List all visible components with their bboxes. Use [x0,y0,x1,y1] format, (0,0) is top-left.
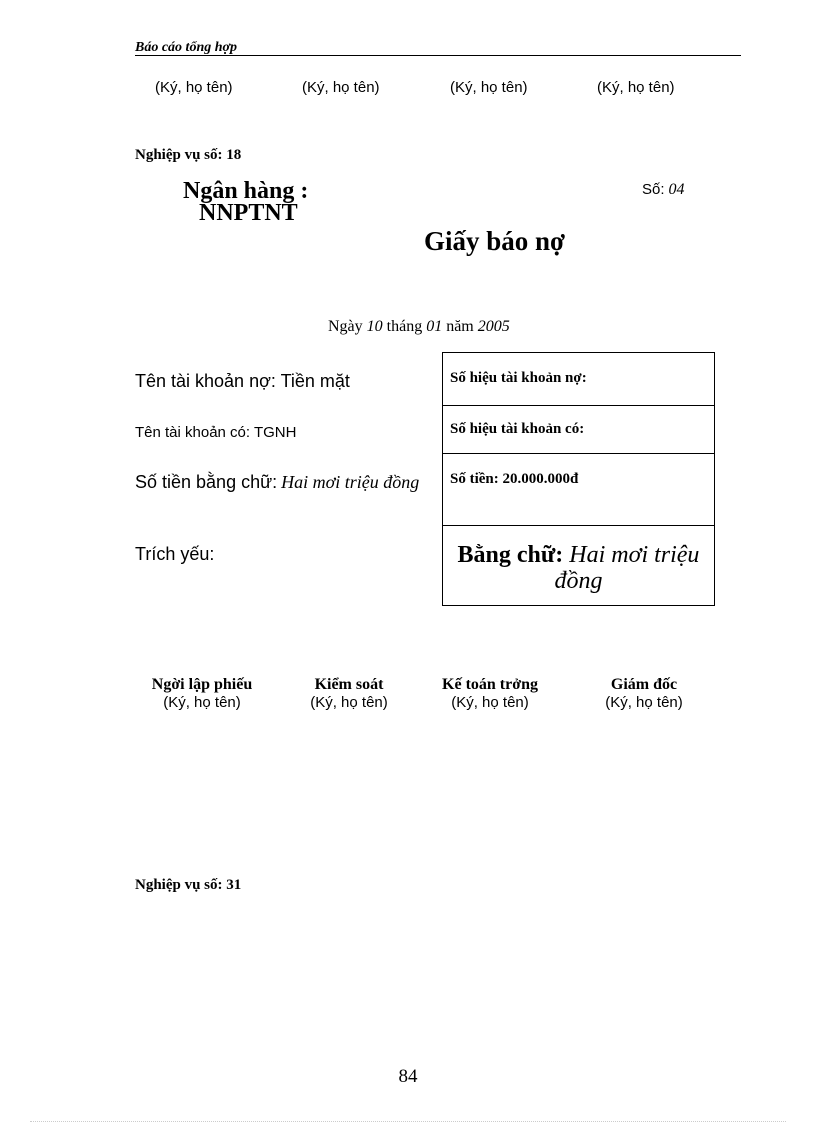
footer-divider [30,1121,786,1122]
transaction-18-label: Nghiệp vụ số: 18 [135,147,242,163]
credit-account-number-label: Số hiệu tài khoản có: [450,421,585,437]
table-row [443,406,714,454]
debit-account-name: Tên tài khoản nợ: Tiền mặt [135,371,350,391]
date-year: 2005 [477,318,510,335]
in-words-value: Hai mơi triệu đồng [554,542,700,594]
page-number: 84 [398,1066,418,1087]
signature-placeholder: (Ký, họ tên) [302,79,380,96]
amount-in-words-box [443,542,714,594]
document-number-label: Số: [642,181,665,198]
signature-title: Kiểm soát [314,676,384,693]
table-row [443,526,714,605]
signature-preparer [135,676,269,711]
date-month-label: tháng [386,318,423,335]
in-words-label: Bằng chữ: [457,542,564,568]
header-divider [135,55,741,56]
signature-placeholder: (Ký, họ tên) [155,79,233,96]
date-year-label: năm [446,318,474,335]
document-date [328,318,510,336]
document-title: Giấy báo nợ [424,226,565,256]
table-row [443,454,714,526]
signature-placeholder: (Ký, họ tên) [597,79,675,96]
amount-in-words-field [135,473,427,493]
summary-label: Trích yếu: [135,544,215,564]
date-day-label: Ngày [328,318,363,335]
transaction-31-label: Nghiệp vụ số: 31 [135,877,242,893]
signature-sub: (Ký, họ tên) [451,694,529,711]
date-day: 10 [366,318,383,335]
account-info-table [442,352,715,606]
bank-name-line1: Ngân hàng : [183,178,309,204]
signature-title: Kế toán trởng [442,676,538,693]
signature-placeholder: (Ký, họ tên) [450,79,528,96]
debit-account-number-label: Số hiệu tài khoản nợ: [450,370,587,386]
amount-label: Số tiền: 20.000.000đ [450,471,579,487]
date-month: 01 [426,318,443,335]
amount-in-words-label: Số tiền bằng chữ: [135,472,278,492]
signature-chief-accountant [430,676,550,711]
document-number [642,181,685,199]
signature-controller [298,676,400,711]
signature-sub: (Ký, họ tên) [163,694,241,711]
signature-director [592,676,696,711]
amount-in-words-value: Hai mơi triệu đồng [281,472,420,492]
signature-sub: (Ký, họ tên) [605,694,683,711]
bank-name-line2: NNPTNT [199,200,298,226]
report-header-title: Báo cáo tổng hợp [135,40,238,55]
signature-title: Giám đốc [610,676,678,693]
table-row [443,353,714,406]
signature-sub: (Ký, họ tên) [310,694,388,711]
signature-title: Ngời lập phiếu [151,676,253,693]
document-number-value: 04 [668,181,685,198]
bank-name [183,180,308,224]
credit-account-name: Tên tài khoản có: TGNH [135,424,297,441]
